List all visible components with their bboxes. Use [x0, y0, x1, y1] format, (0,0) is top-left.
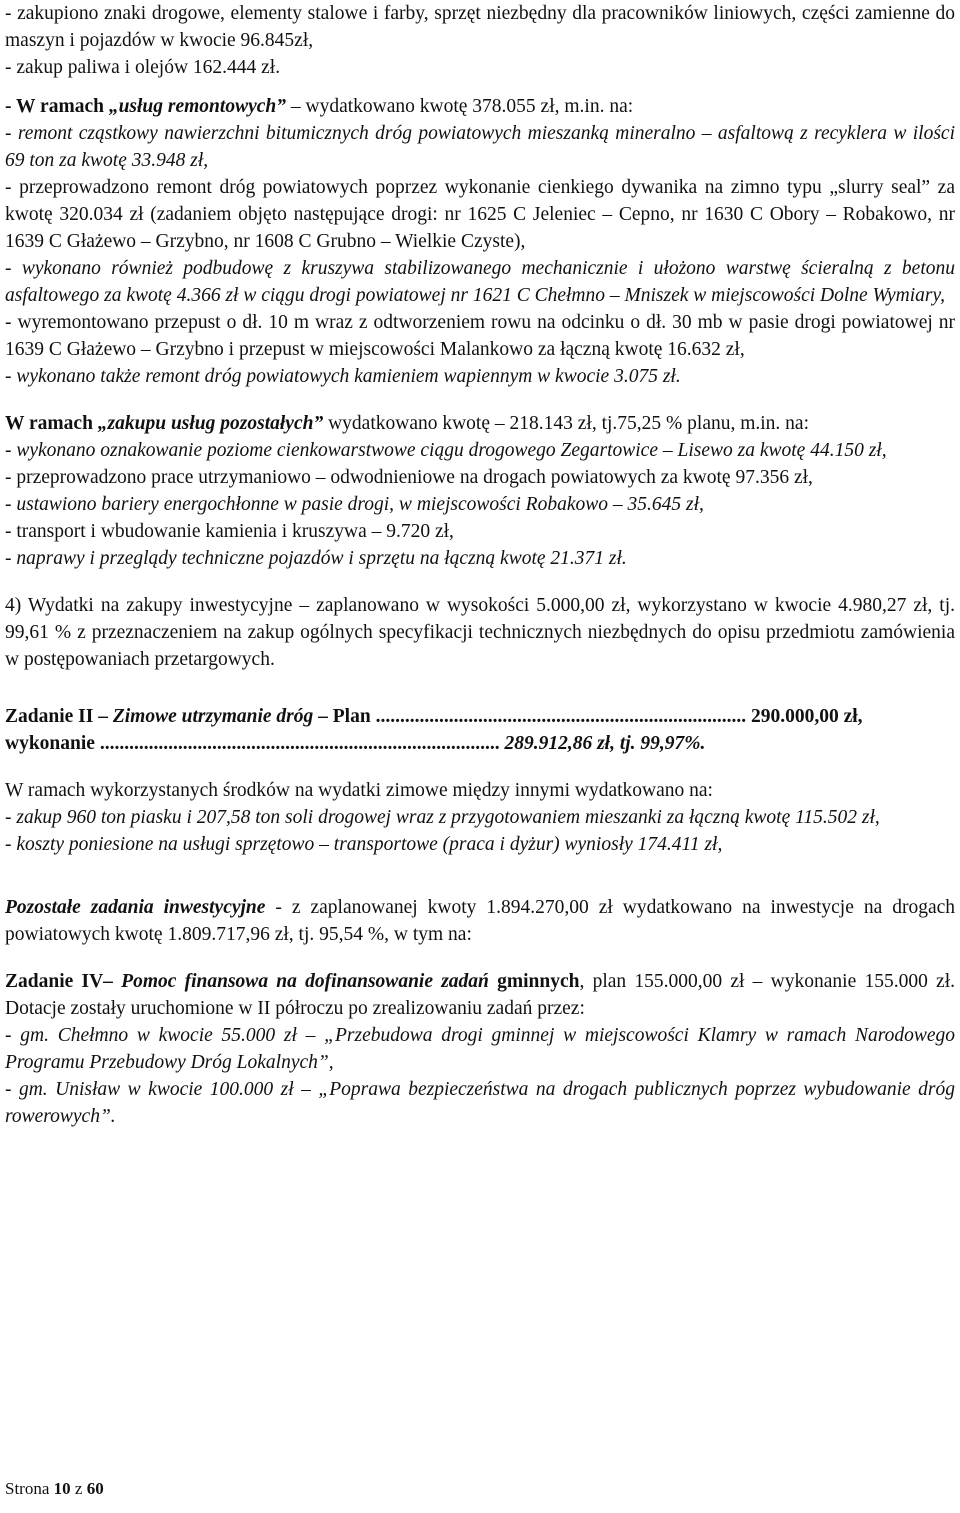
- paragraph-limestone-repair: - wykonano także remont dróg powiatowych kamieniem wapiennym w kwocie 3.075 zł.: [5, 366, 681, 387]
- other-services-emphasis: „zakupu usług pozostałych”: [97, 413, 324, 434]
- repair-services-lead: - W ramach: [5, 96, 109, 117]
- paragraph-task-two-execution: [5, 730, 955, 757]
- paragraph-other-services: [5, 410, 955, 437]
- paragraph-unislaw-grant: - gm. Unisław w kwocie 100.000 zł – „Poprawa bezpieczeństwa na drogach publicznych poprzez wybudowanie dróg rowerowych”.: [5, 1079, 955, 1127]
- repair-services-emphasis: „usług remontowych”: [108, 96, 286, 117]
- paragraph-aggregate-base: - wykonano również podbudowę z kruszywa stabilizowanego mechanicznie i ułożono warstwę ścieralną z betonu asfaltowego za kwotę 4.366 zł w ciągu drogi powiatowej nr 1621 C Chełmno – Mniszek w miejscowości Dolne Wymiary,: [5, 258, 955, 306]
- task-two-title: Zimowe utrzymanie dróg: [112, 706, 314, 727]
- other-services-lead: W ramach: [5, 413, 98, 434]
- task-four-details: , plan 155.000,00 zł – wykonanie 155.000 zł. Dotacje zostały uruchomione w II półroczu po zrealizowaniu zadań przez:: [5, 971, 956, 1019]
- paragraph-winter-intro: W ramach wykorzystanych środków na wydatki zimowe między innymi wydatkowano na:: [5, 780, 713, 801]
- paragraph-safety-barriers: - ustawiono bariery energochłonne w pasie drogi, w miejscowości Robakowo – 35.645 zł,: [5, 494, 704, 515]
- other-services-amount: wydatkowano kwotę – 218.143 zł, tj.75,25 % planu, m.in. na:: [323, 413, 810, 434]
- paragraph-stone-transport: - transport i wbudowanie kamienia i kruszywa – 9.720 zł,: [5, 521, 454, 542]
- paragraph-task-four: [5, 968, 955, 1022]
- paragraph-investment-purchases: 4) Wydatki na zakupy inwestycyjne – zaplanowano w wysokości 5.000,00 zł, wykorzystano w kwocie 4.980,27 zł, tj. 99,61 % z przeznaczeniem na zakup ogólnych specyfikacji technicznych niezbędnych do opisu przedmiotu zamówienia w postępowaniach przetargowych.: [5, 595, 955, 670]
- other-investments-title: Pozostałe zadania inwestycyjne: [5, 897, 266, 918]
- task-four-title-end: gminnych: [488, 971, 580, 992]
- paragraph-bitumen-repair: - remont cząstkowy nawierzchni bitumicznych dróg powiatowych mieszanką mineralno – asfaltową z recyklera w ilości 69 ton za kwotę 33.948 zł,: [5, 123, 955, 171]
- execution-amount: 289.912,86 zł, tj. 99,97%.: [499, 733, 706, 754]
- task-four-title: Pomoc finansowa na dofinansowanie zadań: [121, 971, 489, 992]
- paragraph-slurry-seal: - przeprowadzono remont dróg powiatowych poprzez wykonanie cienkiego dywanika na zimno typu „slurry seal” za kwotę 320.034 zł (zadaniem objęto następujące drogi: nr 1625 C Jeleniec – Cepno, nr 1630 C Obory – Robakowo, nr 1639 C Głażewo – Grzybno, nr 1608 C Grubno – Wielkie Czyste),: [5, 177, 955, 252]
- paragraph-equipment-costs: - koszty poniesione na usługi sprzętowo – transportowe (praca i dyżur) wyniosły 174.411 zł,: [5, 834, 723, 855]
- document-page: [5, 0, 955, 1130]
- page-number: [5, 1478, 104, 1500]
- repair-services-amount: – wydatkowano kwotę 378.055 zł, m.in. na:: [286, 96, 634, 117]
- task-four-label: Zadanie IV–: [5, 971, 122, 992]
- paragraph-drainage-works: - przeprowadzono prace utrzymaniowo – odwodnieniowe na drogach powiatowych za kwotę 97.356 zł,: [5, 467, 813, 488]
- page-number-current: 10: [53, 1479, 71, 1498]
- page-number-separator: z: [70, 1479, 87, 1498]
- paragraph-repair-services: [5, 93, 955, 120]
- page-number-label: Strona: [5, 1479, 54, 1498]
- paragraph-purchases-signs: - zakupiono znaki drogowe, elementy stalowe i farby, sprzęt niezbędny dla pracowników liniowych, części zamienne do maszyn i pojazdów w kwocie 96.845zł,: [5, 3, 955, 51]
- task-two-plan-amount: – Plan ............................................................................ 290.000,00 zł,: [313, 706, 863, 727]
- paragraph-other-investments: [5, 894, 955, 948]
- paragraph-culvert-repair: - wyremontowano przepust o dł. 10 m wraz z odtworzeniem rowu na odcinku o dł. 30 mb w pasie drogi powiatowej nr 1639 C Głażewo – Grzybno i przepust w miejscowości Malankowo za łączną kwotę 16.632 zł,: [5, 312, 955, 360]
- page-number-total: 60: [86, 1479, 104, 1498]
- paragraph-fuel-purchase: - zakup paliwa i olejów 162.444 zł.: [5, 57, 281, 78]
- paragraph-road-marking: - wykonano oznakowanie poziome cienkowarstwowe ciągu drogowego Zegartowice – Lisewo za kwotę 44.150 zł,: [5, 440, 887, 461]
- paragraph-task-two-plan: [5, 703, 955, 730]
- paragraph-chelmno-grant: - gm. Chełmno w kwocie 55.000 zł – „Przebudowa drogi gminnej w miejscowości Klamry w ramach Narodowego Programu Przebudowy Dróg Lokalnych”,: [5, 1025, 955, 1073]
- execution-label: wykonanie ..................................................................................: [5, 733, 500, 754]
- paragraph-sand-salt: - zakup 960 ton piasku i 207,58 ton soli drogowej wraz z przygotowaniem mieszanki za łączną kwotę 115.502 zł,: [5, 807, 880, 828]
- other-investments-amount: - z zaplanowanej kwoty 1.894.270,00 zł wydatkowano na inwestycje na drogach powiatowych kwotę 1.809.717,96 zł, tj. 95,54 %, w tym na:: [5, 897, 956, 945]
- paragraph-vehicle-inspections: - naprawy i przeglądy techniczne pojazdów i sprzętu na łączną kwotę 21.371 zł.: [5, 548, 627, 569]
- task-two-label: Zadanie II –: [5, 706, 113, 727]
